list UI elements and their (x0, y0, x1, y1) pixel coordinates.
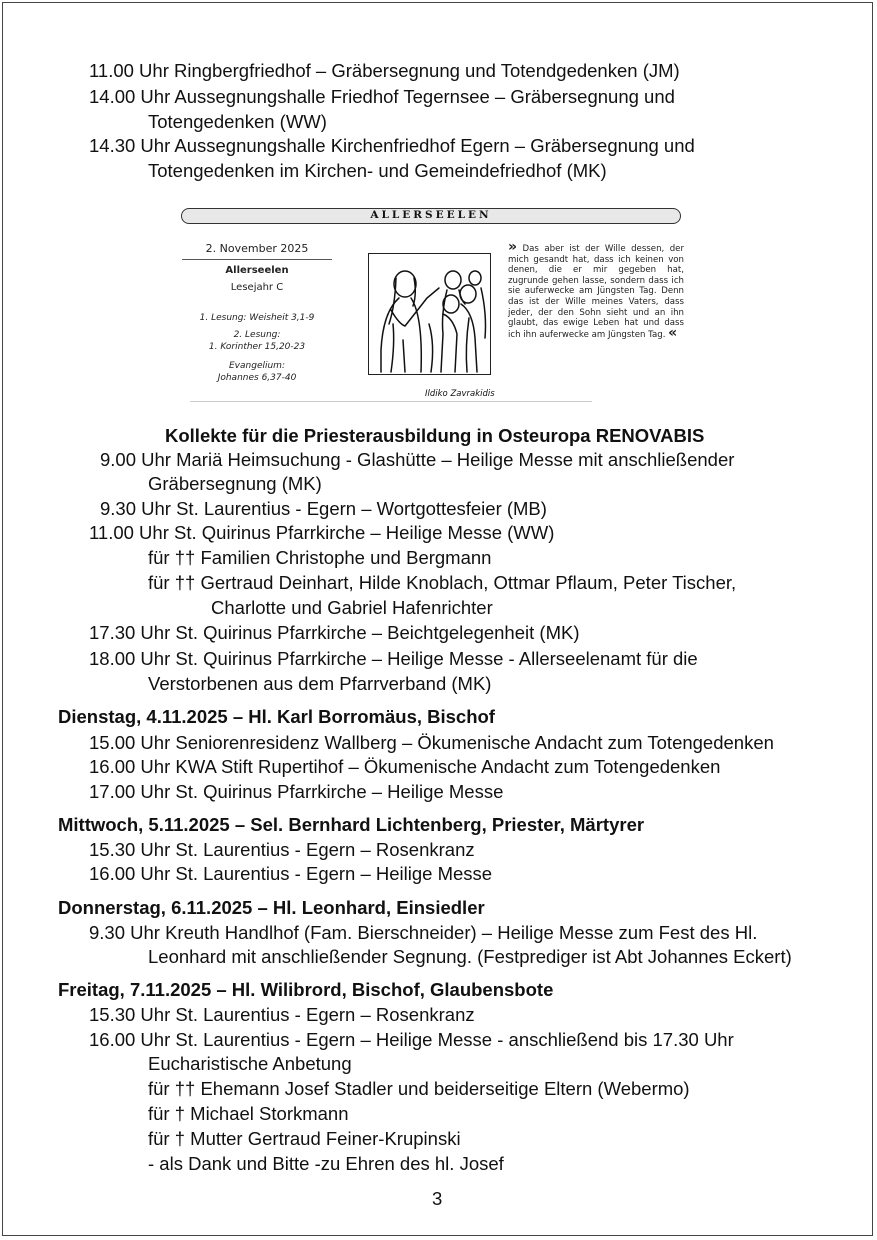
schedule-line: 9.30 Uhr Kreuth Handlhof (Fam. Bierschneider) – Heilige Messe zum Fest des Hl. (89, 922, 758, 943)
schedule-line: 11.00 Uhr Ringbergfriedhof – Gräbersegnung und Totendgedenken (JM) (89, 60, 680, 81)
box-bottom-rule (190, 401, 592, 402)
box-divider (182, 259, 332, 260)
schedule-line: Eucharistische Anbetung (148, 1053, 352, 1074)
gospel-quote-text: Das aber ist der Wille dessen, der mich gesandt hat, dass ich keinen von denen, die er mir gegeben hat, zugrunde gehen lasse, sondern dass ich sie auferwecke am Jüngsten Tag. Denn das ist der Wille meines Vaters, dass jeder, der den Sohn sieht und an ihn glaubt, das ewige Leben hat und dass ich ihn auferwecke am Jüngsten Tag. (508, 244, 685, 340)
allerseelen-illustration (369, 254, 489, 373)
schedule-line: 16.00 Uhr St. Laurentius - Egern – Heilige Messe - anschließend bis 17.30 Uhr (89, 1029, 734, 1050)
intention-line: Charlotte und Gabriel Hafenrichter (211, 597, 493, 618)
schedule-line: 16.00 Uhr KWA Stift Rupertihof – Ökumenische Andacht zum Totengedenken (89, 756, 721, 777)
illustration-artist: Ildiko Zavrakidis (425, 389, 495, 399)
day-heading-tuesday: Dienstag, 4.11.2025 – Hl. Karl Borromäus, Bischof (58, 706, 495, 727)
day-heading-wednesday: Mittwoch, 5.11.2025 – Sel. Bernhard Lichtenberg, Priester, Märtyrer (58, 814, 645, 835)
day-heading-friday: Freitag, 7.11.2025 – Hl. Wilibrord, Bischof, Glaubensbote (58, 979, 554, 1000)
day-heading-thursday: Donnerstag, 6.11.2025 – Hl. Leonhard, Einsiedler (58, 897, 485, 918)
schedule-line: 15.30 Uhr St. Laurentius - Egern – Rosenkranz (89, 839, 475, 860)
intention-line: für †† Familien Christophe und Bergmann (148, 547, 492, 568)
page-number: 3 (432, 1188, 443, 1209)
schedule-line: 17.00 Uhr St. Quirinus Pfarrkirche – Heilige Messe (89, 781, 504, 802)
schedule-line: 18.00 Uhr St. Quirinus Pfarrkirche – Heilige Messe - Allerseelenamt für die (89, 648, 698, 669)
intention-line: für † Mutter Gertraud Feiner-Krupinski (148, 1128, 461, 1149)
schedule-line: 14.30 Uhr Aussegnungshalle Kirchenfriedhof Egern – Gräbersegnung und (89, 135, 695, 156)
quote-close-mark: « (668, 324, 678, 341)
schedule-line: Verstorbenen aus dem Pfarrverband (MK) (148, 673, 492, 694)
schedule-line: 9.00 Uhr Mariä Heimsuchung - Glashütte – Heilige Messe mit anschließender (100, 449, 735, 470)
schedule-line: 14.00 Uhr Aussegnungshalle Friedhof Tegernsee – Gräbersegnung und (89, 86, 675, 107)
intention-line: für †† Gertraud Deinhart, Hilde Knoblach, Ottmar Pflaum, Peter Tischer, (148, 572, 737, 593)
box-header-title: ALLERSEELEN (370, 209, 492, 221)
intention-line: - als Dank und Bitte -zu Ehren des hl. Josef (148, 1153, 504, 1174)
schedule-line: Totengedenken (WW) (148, 111, 327, 132)
box-reading-2-label: 2. Lesung: (233, 330, 281, 340)
intention-line: für †† Ehemann Josef Stadler und beiderseitige Eltern (Webermo) (148, 1078, 690, 1099)
schedule-line: 17.30 Uhr St. Quirinus Pfarrkirche – Beichtgelegenheit (MK) (89, 622, 580, 643)
schedule-line: 16.00 Uhr St. Laurentius - Egern – Heilige Messe (89, 863, 493, 884)
box-year: Lesejahr C (230, 282, 284, 293)
quote-open-mark: » (508, 239, 518, 255)
schedule-line: Leonhard mit anschließender Segnung. (Festprediger ist Abt Johannes Eckert) (148, 946, 792, 967)
intention-line: für † Michael Storkmann (148, 1103, 349, 1124)
gospel-quote (508, 239, 685, 341)
box-gospel-label: Evangelium: (229, 361, 285, 371)
schedule-line: 15.30 Uhr St. Laurentius - Egern – Rosenkranz (89, 1004, 475, 1025)
schedule-line: 15.00 Uhr Seniorenresidenz Wallberg – Ökumenische Andacht zum Totengedenken (89, 732, 774, 753)
box-reading-2: 1. Korinther 15,20-23 (208, 342, 306, 352)
schedule-line: Totengedenken im Kirchen- und Gemeindefriedhof (MK) (148, 160, 607, 181)
illustration-frame (368, 253, 491, 375)
box-feast: Allerseelen (225, 265, 289, 276)
box-gospel: Johannes 6,37-40 (217, 373, 297, 383)
schedule-line: 9.30 Uhr St. Laurentius - Egern – Wortgottesfeier (MB) (100, 498, 547, 519)
collection-heading: Kollekte für die Priesterausbildung in Osteuropa RENOVABIS (165, 425, 705, 446)
box-date: 2. November 2025 (205, 242, 309, 255)
allerseelen-info-box (180, 205, 684, 401)
schedule-line: 11.00 Uhr St. Quirinus Pfarrkirche – Heilige Messe (WW) (89, 522, 555, 543)
schedule-line: Gräbersegnung (MK) (148, 473, 322, 494)
box-reading-1: 1. Lesung: Weisheit 3,1-9 (199, 313, 315, 323)
